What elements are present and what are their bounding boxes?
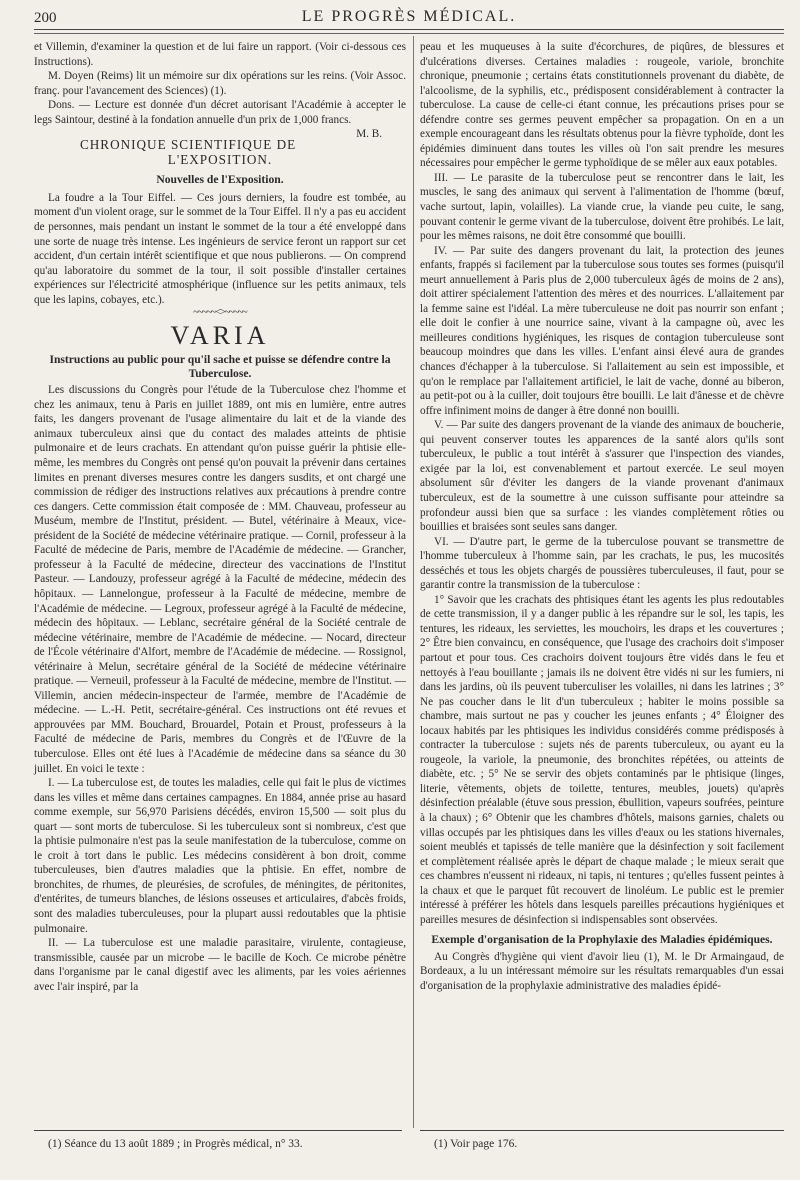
left-column: [34, 40, 406, 994]
right-column: [420, 40, 784, 994]
paragraph: La foudre a la Tour Eiffel. — Ces jours derniers, la foudre est tombée, au moment d'un violent orage, sur le sommet de la Tour Eiffel. Il n'y a pas eu accident de personnes, mais pendant un instant le sommet de la tour a été enveloppé dans une sorte de nuage très intense. Les ingénieurs de service feront un rapport sur cet accident, d'un certain intérêt scientifique et que nous publierons. — On comprend qu'au laboratoire du sommet de la tour, il soit possible d'installer certaines expériences sur l'électricité atmosphérique (influence sur les petits animaux, tels que les lapins, cobayes, etc.).: [34, 191, 406, 306]
paragraph-text: Dons. — Lecture est donnée d'un décret autorisant l'Académie à accepter le legs Saintour, destiné à la fondation annuelle d'un prix de 1,000 francs.: [34, 99, 406, 126]
footnote-left: (1) Séance du 13 août 1889 ; in Progrès médical, n° 33.: [48, 1138, 303, 1150]
section-heading: CHRONIQUE SCIENTIFIQUE DE L'EXPOSITION.: [79, 137, 297, 167]
paragraph: IV. — Par suite des dangers provenant du lait, la protection des jeunes enfants, frappés si facilement par la tuberculose sous toutes ses formes (puisqu'il meurt annuellement à Paris plus de 2,000 tuberculeux âgés de moins de 2 ans), doit attirer spécialement l'attention des mères et des nourrices. L'allaitement par la femme saine est l'idéal. La mère tuberculeuse ne doit pas nourrir son enfant ; elle doit le confier à une nourrice saine, vivant à la campagne où, avec les meilleures conditions hygiéniques, les risques de contagion tuberculeuse sont beaucoup moindres que dans les villes. L'enfant ainsi élevé aura de grandes chances d'échapper à la tuberculose. Si l'allaitement au sein est impossible, et qu'on le remplace par l'allaitement artificiel, le lait de vache, donné au biberon, au petit-pot ou à la cuiller, doit toujours être bouilli. Le lait d'ânesse et de chèvre offre infiniment moins de danger à être donné non bouilli.: [420, 244, 784, 417]
varia-heading: VARIA: [170, 321, 270, 351]
paragraph: 1° Savoir que les crachats des phtisiques étant les agents les plus redoutables de cette transmission, il y a danger public à les répandre sur le sol, les tapis, les tentures, les rideaux, les serviettes, les mouchoirs, les draps et les couvertures ; 2° Être bien convaincu, en conséquence, que l'usage des crachoirs doit s'imposer partout et pour tous. Ces crachoirs doivent toujours être vidés dans le feu et nettoyés à l'eau bouillante ; jamais ils ne doivent être vidés ni sur les fumiers, ni dans les jardins, où ils peuvent tuberculiser les volailles, ni dans les latrines ; 3° Ne pas coucher dans le lit d'un tuberculeux ; habiter le moins possible sa chambre, mais surtout ne pas y coucher les jeunes enfants ; 4° Éloigner des locaux habités par les phtisiques les individus considérés comme prédisposés à contracter la tuberculose : sujets nés de parents tuberculeux, ou ayant eu la rougeole, la variole, la pneumonie, des bronchites répétées, ou atteints de diabète, etc. ; 5° Ne se servir des objets contaminés par le phtisique (linges, literie, vêtements, objets de toilette, tentures, meubles, jouets) qu'après désinfection préalable (étuve sous pression, ébullition, vapeurs soufrées, peinture à la chaux) ; 6° Obtenir que les chambres d'hôtels, maisons garnies, chalets ou villas occupés par les phtisiques dans les villes d'eaux ou les stations hivernales, soient meublés et tapissés de telle manière que la désinfection y soit facilement et complètement réalisée après le départ de chaque malade ; le mieux serait que ces chambres n'eussent ni rideaux, ni tapis, ni tentures ; qu'elles fussent peintes à la chaux et que le parquet fût recouvert de linoléum. Le public est le premier intéressé à préférer les hôtels dans lesquels pareilles précautions hygiéniques et pareilles mesures de désinfection si indispensables sont observées.: [420, 593, 784, 926]
paragraph: M. Doyen (Reims) lit un mémoire sur dix opérations sur les reins. (Voir Assoc. franç. pour l'avancement des Sciences) (1).: [34, 70, 406, 97]
header-rule: [34, 29, 784, 30]
paragraph: VI. — D'autre part, le germe de la tuberculose pouvant se transmettre de l'homme tuberculeux à l'homme sain, par les crachats, le pus, les mucosités desséchés et tous les objets chargés de poussières tuberculeuses, il faut, pour se garantir contre la transmission de la tuberculose :: [420, 535, 784, 592]
paragraph: III. — Le parasite de la tuberculose peut se rencontrer dans le lait, les muscles, le sang des animaux qui servent à l'alimentation de l'homme (bœuf, vache surtout, lapin, volailles). La viande crue, la viande peu cuite, le sang, pouvant contenir le germe vivant de la tuberculose, doivent être prohibés. Le lait, pour les mêmes raisons, ne doit être consommé que bouilli.: [420, 171, 784, 243]
article-title: Instructions au public pour qu'il sache et puisse se défendre contre la Tuberculose.: [49, 353, 391, 380]
paragraph: Au Congrès d'hygiène qui vient d'avoir lieu (1), M. le Dr Armaingaud, de Bordeaux, a lu un intéressant mémoire sur les résultats remarquables d'un essai d'organisation de la prophylaxie administrative des maladies épidé-: [420, 950, 784, 992]
header-rule-thin: [34, 33, 784, 34]
footnote-rule-right: [420, 1130, 784, 1131]
signature: M. B.: [356, 128, 382, 141]
paragraph: I. — La tuberculose est, de toutes les maladies, celle qui fait le plus de victimes dans les villes et même dans certaines campagnes. En 1884, année prise au hasard comme exemple, sur 56,970 Parisiens décédés, environ 15,500 — soit plus du quart — sont morts de tuberculose. Si les tuberculeux sont si nombreux, c'est que la phtisie pulmonaire n'est pas la seule manifestation de la tuberculose, comme on le croit à tort dans le public. Les médecins considèrent à bon droit, comme tuberculeuses, bien d'autres maladies que la phtisie. En effet, nombre de bronchites, de rhumes, de pleurésies, de scrofules, de méningites, de péritonites, d'entérites, de tumeurs blanches, de lésions osseuses et articulaires, d'abcès froids, sont des maladies tuberculeuses, pour la plupart aussi redoutables que la phtisie pulmonaire.: [34, 777, 406, 935]
footnote-rule-left: [34, 1130, 402, 1131]
paragraph: II. — La tuberculose est une maladie parasitaire, virulente, contagieuse, transmissible, causée par un microbe — le bacille de Koch. Ce microbe pénètre dans l'organisme par le canal digestif avec les aliments, par les voies aériennes avec l'air inspiré, par la: [34, 937, 406, 993]
paragraph: Les discussions du Congrès pour l'étude de la Tuberculose chez l'homme et chez les animaux, tenu à Paris en juillet 1889, ont mis en lumière, entre autres faits, les dangers provenant de l'usage alimentaire du lait et de la viande des animaux tuberculeux ainsi que du contact des malades atteints de phtisie pulmonaire et de leurs crachats. En attendant qu'on puisse guérir la phtisie elle-même, les membres du Congrès ont pensé qu'on pouvait la prévenir dans certaines limites en prenant diverses mesures contre les dangers susdits, et ont chargé une commission de rédiger des instructions relatives aux précautions à prendre contre ces dangers. Cette commission était composée de : MM. Chauveau, professeur au Muséum, membre de l'Institut, président. — Butel, vétérinaire à Meaux, vice-président de la Société de médecine vétérinaire pratique. — Cornil, professeur à la Faculté de médecine de Paris, membre de l'Académie de médecine. — Grancher, professeur à la Faculté de médecine, directeur des vaccinations de l'Institut Pasteur. — Landouzy, professeur agrégé à la Faculté de médecine, médecin des hôpitaux. — Lannelongue, professeur à la Faculté de médecine, membre de l'Académie de médecine. — Legroux, professeur agrégé à la Faculté de médecine, médecin des hôpitaux. — Leblanc, secrétaire général de la Société centrale de médecine vétérinaire, membre de l'Académie de médecine. — Nocard, directeur de l'École vétérinaire d'Alfort, membre de l'Académie de médecine. — Rossignol, vétérinaire à Melun, secrétaire général de la Société de médecine vétérinaire pratique. — Verneuil, professeur à la Faculté de médecine, membre de l'Institut. — Villemin, ancien médecin-inspecteur de l'armée, membre de l'Académie de médecine. — L.-H. Petit, secrétaire-général. Ces instructions ont été revues et approuvées par MM. Bouchard, Brouardel, Potain et Proust, professeurs à la Faculté de médecine de Paris, membres du Congrès et de l'Œuvre de la tuberculose. Elles ont été lues à l'Académie de médecine dans sa séance du 30 juillet. En voici le texte :: [34, 384, 406, 775]
page-number: 200: [34, 10, 57, 26]
paragraph: et Villemin, d'examiner la question et de lui faire un rapport. (Voir ci-dessous ces Instructions).: [34, 41, 406, 68]
footnote-right: (1) Voir page 176.: [434, 1138, 518, 1150]
column-divider: [413, 36, 414, 1128]
ornament-divider: ~~~~~<>~~~~~: [193, 307, 247, 319]
page-header: [34, 6, 784, 28]
paragraph: V. — Par suite des dangers provenant de la viande des animaux de boucherie, qui peuvent conserver toutes les apparences de la santé alors qu'ils sont tuberculeux, le public a tout intérêt à s'assurer que l'inspection des viandes, exigée par la loi, est convenablement et partout exercée. Le seul moyen absolument sûr d'éviter les dangers de la viande provenant d'animaux tuberculeux, est de la soumettre à une cuisson suffisante pour atteindre sa profondeur aussi bien que sa surface : les viandes complètement rôties ou bouillies et braisées sont seules sans danger.: [420, 419, 784, 534]
subsection-heading: Nouvelles de l'Exposition.: [156, 173, 284, 187]
paragraph: [34, 98, 406, 141]
journal-title: LE PROGRÈS MÉDICAL.: [301, 8, 517, 25]
article-title: Exemple d'organisation de la Prophylaxie des Maladies épidémiques.: [431, 933, 773, 947]
paragraph: peau et les muqueuses à la suite d'écorchures, de piqûres, de blessures et d'ulcérations diverses. Certaines maladies : rougeole, variole, bronchite chronique, pneumonie ; certains états constitutionnels provenant du diabète, de l'alcoolisme, de la syphilis, etc., prédisposent considérablement à contracter la tuberculose. La cause de celle-ci étant connue, les précautions prises pour se défendre contre ses germes peuvent empêcher sa propagation. On en a un exemple encourageant dans les résultats obtenus pour la fièvre typhoïde, dont les épidémies diminuent dans toutes les villes où l'on sait prendre les mesures nécessaires pour empêcher le germe typhoïdique de se mêler aux eaux potables.: [420, 41, 784, 170]
